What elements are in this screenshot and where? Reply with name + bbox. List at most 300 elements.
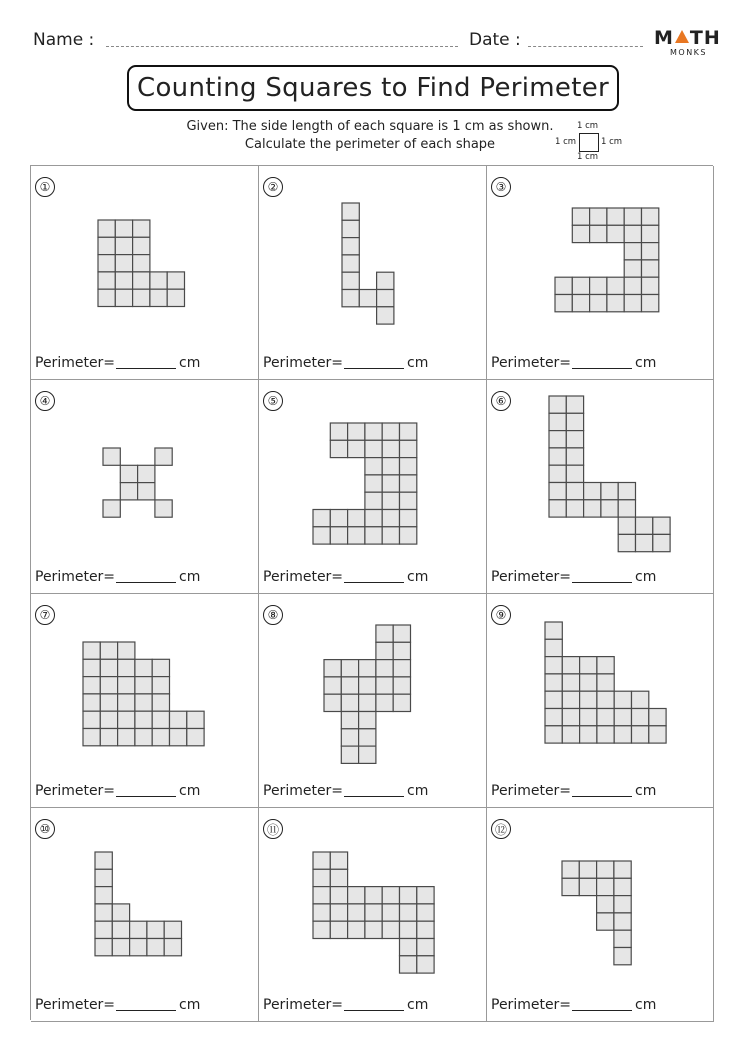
perimeter-answer — [263, 783, 428, 799]
unit-square — [590, 295, 607, 312]
perimeter-label: Perimeter= — [491, 569, 572, 585]
unit-square — [83, 711, 100, 728]
unit-square — [118, 694, 135, 711]
unit-square — [359, 746, 376, 763]
unit-square — [382, 510, 399, 527]
unit-square — [365, 458, 382, 475]
unit-square — [653, 534, 670, 551]
perimeter-label: Perimeter= — [35, 783, 116, 799]
unit-cm: cm — [407, 997, 429, 1013]
unit-square — [572, 225, 589, 242]
unit-square — [365, 440, 382, 457]
unit-square — [579, 878, 596, 895]
perimeter-answer — [35, 355, 200, 371]
unit-square — [642, 243, 659, 260]
unit-square — [135, 711, 152, 728]
unit-square — [545, 622, 562, 639]
date-label: Date : — [469, 30, 521, 50]
unit-square — [342, 290, 359, 307]
problems-grid — [30, 165, 713, 1020]
unit-square — [138, 465, 155, 482]
unit-square — [313, 527, 330, 544]
unit-square — [376, 642, 393, 659]
unit-square — [572, 277, 589, 294]
unit-square — [133, 272, 150, 289]
unit-square — [624, 277, 641, 294]
worksheet-title — [127, 65, 619, 111]
problem-number: ③ — [491, 177, 511, 197]
unit-square — [580, 657, 597, 674]
unit-square — [365, 510, 382, 527]
problem-cell — [259, 380, 487, 594]
perimeter-label: Perimeter= — [263, 569, 344, 585]
unit-square — [417, 904, 434, 921]
unit-square — [376, 625, 393, 642]
problem-number: ② — [263, 177, 283, 197]
unit-square — [618, 517, 635, 534]
unit-square — [103, 448, 120, 465]
unit-square — [330, 423, 347, 440]
perimeter-answer — [491, 355, 656, 371]
unit-square — [597, 878, 614, 895]
unit-square — [400, 440, 417, 457]
unit-square — [393, 694, 410, 711]
name-label: Name : — [33, 30, 95, 50]
answer-blank[interactable] — [344, 997, 404, 1011]
unit-square — [642, 225, 659, 242]
unit-square — [597, 709, 614, 726]
problem-cell — [31, 380, 259, 594]
unit-square — [642, 260, 659, 277]
shape-4 — [31, 380, 258, 565]
unit-square — [359, 660, 376, 677]
unit-square — [365, 492, 382, 509]
answer-blank[interactable] — [344, 783, 404, 797]
unit-square — [138, 483, 155, 500]
answer-blank[interactable] — [116, 997, 176, 1011]
unit-square — [614, 878, 631, 895]
problem-cell — [259, 594, 487, 808]
unit-square — [624, 208, 641, 225]
perimeter-label: Perimeter= — [263, 783, 344, 799]
unit-square — [400, 527, 417, 544]
unit-square — [83, 694, 100, 711]
unit-square — [580, 726, 597, 743]
problem-number: ⑤ — [263, 391, 283, 411]
unit-square — [624, 225, 641, 242]
unit-square — [549, 500, 566, 517]
unit-square — [150, 289, 167, 306]
unit-square — [562, 726, 579, 743]
unit-square — [601, 483, 618, 500]
unit-square — [562, 657, 579, 674]
unit-square — [597, 691, 614, 708]
unit-square — [95, 921, 112, 938]
unit-square — [324, 660, 341, 677]
brand-logo — [654, 28, 721, 57]
unit-square — [133, 289, 150, 306]
unit-square — [359, 712, 376, 729]
unit-square — [376, 660, 393, 677]
unit-square — [400, 904, 417, 921]
perimeter-answer — [263, 997, 428, 1013]
unit-square — [152, 677, 169, 694]
unit-square — [135, 677, 152, 694]
shape-2 — [259, 166, 486, 351]
unit-square — [624, 243, 641, 260]
unit-square — [187, 729, 204, 746]
unit-cm: cm — [635, 783, 657, 799]
problem-cell — [259, 808, 487, 1022]
unit-square — [562, 878, 579, 895]
unit-square — [170, 711, 187, 728]
unit-cm: cm — [635, 355, 657, 371]
unit-square — [400, 956, 417, 973]
unit-square — [393, 660, 410, 677]
unit-square — [376, 677, 393, 694]
unit-square — [348, 527, 365, 544]
shape-10 — [31, 808, 258, 993]
problem-cell — [31, 808, 259, 1022]
unit-square — [330, 869, 347, 886]
unit-square — [607, 295, 624, 312]
unit-square — [342, 238, 359, 255]
perimeter-label: Perimeter= — [263, 997, 344, 1013]
problem-cell — [487, 594, 714, 808]
unit-square — [393, 677, 410, 694]
unit-square — [572, 208, 589, 225]
unit-square — [95, 887, 112, 904]
unit-square — [100, 711, 117, 728]
shape-12 — [487, 808, 714, 993]
unit-square — [95, 939, 112, 956]
unit-square — [365, 904, 382, 921]
unit-square — [642, 277, 659, 294]
perimeter-label: Perimeter= — [35, 569, 116, 585]
unit-square — [187, 711, 204, 728]
unit-cm: cm — [179, 355, 201, 371]
brand-subtitle: MONKS — [670, 48, 708, 57]
unit-square — [98, 289, 115, 306]
unit-square — [133, 237, 150, 254]
perimeter-answer — [35, 569, 200, 585]
unit-square — [313, 887, 330, 904]
unit-square — [555, 295, 572, 312]
unit-square — [341, 729, 358, 746]
unit-square — [115, 237, 132, 254]
unit-square — [152, 711, 169, 728]
problem-number: ⑧ — [263, 605, 283, 625]
unit-square — [607, 277, 624, 294]
unit-square — [377, 272, 394, 289]
unit-square — [566, 448, 583, 465]
shape-6 — [487, 380, 714, 565]
unit-square — [98, 220, 115, 237]
unit-square — [130, 921, 147, 938]
unit-square — [115, 255, 132, 272]
unit-cm: cm — [407, 569, 429, 585]
unit-square — [348, 423, 365, 440]
unit-square — [115, 220, 132, 237]
answer-blank[interactable] — [572, 783, 632, 797]
unit-square — [400, 423, 417, 440]
unit-square — [601, 500, 618, 517]
unit-square — [417, 939, 434, 956]
perimeter-answer — [491, 783, 656, 799]
perimeter-answer — [491, 569, 656, 585]
unit-cm: cm — [179, 569, 201, 585]
unit-square — [590, 277, 607, 294]
unit-square — [566, 431, 583, 448]
unit-square — [614, 709, 631, 726]
unit-label-bottom: 1 cm — [577, 152, 599, 162]
unit-label-left: 1 cm — [555, 137, 577, 147]
unit-square — [313, 869, 330, 886]
unit-square — [115, 289, 132, 306]
unit-square — [330, 440, 347, 457]
unit-square — [562, 691, 579, 708]
unit-square — [393, 625, 410, 642]
unit-square — [417, 887, 434, 904]
answer-blank[interactable] — [572, 997, 632, 1011]
unit-square — [330, 904, 347, 921]
unit-square — [348, 887, 365, 904]
unit-square — [382, 423, 399, 440]
unit-square — [118, 642, 135, 659]
unit-square — [566, 396, 583, 413]
unit-square — [607, 208, 624, 225]
unit-square — [167, 289, 184, 306]
shape-11 — [259, 808, 486, 993]
unit-square — [636, 534, 653, 551]
unit-square — [614, 913, 631, 930]
shape-7 — [31, 594, 258, 779]
unit-square — [100, 729, 117, 746]
answer-blank[interactable] — [116, 783, 176, 797]
shape-9 — [487, 594, 714, 779]
unit-label-top: 1 cm — [577, 121, 599, 131]
unit-square — [377, 290, 394, 307]
unit-square — [376, 694, 393, 711]
unit-square — [549, 483, 566, 500]
unit-square — [341, 660, 358, 677]
unit-square — [597, 896, 614, 913]
answer-blank[interactable] — [116, 355, 176, 369]
unit-square — [365, 423, 382, 440]
unit-square — [98, 255, 115, 272]
unit-square — [382, 458, 399, 475]
unit-square — [584, 500, 601, 517]
unit-square — [649, 709, 666, 726]
problem-cell — [31, 594, 259, 808]
unit-square — [382, 475, 399, 492]
unit-square — [549, 465, 566, 482]
perimeter-label: Perimeter= — [491, 783, 572, 799]
answer-blank[interactable] — [344, 355, 404, 369]
unit-square — [167, 272, 184, 289]
unit-square — [618, 500, 635, 517]
unit-cm: cm — [407, 355, 429, 371]
unit-square — [566, 483, 583, 500]
unit-square — [135, 729, 152, 746]
unit-square — [147, 939, 164, 956]
unit-square — [133, 255, 150, 272]
unit-square — [572, 295, 589, 312]
problem-number: ① — [35, 177, 55, 197]
unit-square — [100, 659, 117, 676]
unit-square — [348, 440, 365, 457]
unit-square — [653, 517, 670, 534]
unit-square — [580, 709, 597, 726]
unit-square — [359, 290, 376, 307]
unit-square — [120, 483, 137, 500]
unit-square — [549, 448, 566, 465]
unit-square — [115, 272, 132, 289]
unit-square — [597, 726, 614, 743]
problem-number: ⑪ — [263, 819, 283, 839]
name-line[interactable] — [106, 46, 458, 47]
unit-square — [365, 887, 382, 904]
unit-square — [614, 948, 631, 965]
perimeter-answer — [263, 355, 428, 371]
unit-square — [342, 255, 359, 272]
unit-square — [313, 921, 330, 938]
unit-square — [614, 726, 631, 743]
unit-square — [400, 475, 417, 492]
unit-square — [584, 483, 601, 500]
unit-square — [118, 711, 135, 728]
unit-square — [545, 709, 562, 726]
problem-number: ⑫ — [491, 819, 511, 839]
unit-square — [545, 639, 562, 656]
unit-cm: cm — [407, 783, 429, 799]
unit-square — [330, 852, 347, 869]
unit-square — [590, 208, 607, 225]
unit-square — [164, 921, 181, 938]
unit-square — [365, 921, 382, 938]
unit-square — [100, 677, 117, 694]
unit-square — [100, 694, 117, 711]
unit-square — [112, 904, 129, 921]
unit-square — [112, 921, 129, 938]
problem-cell — [487, 380, 714, 594]
unit-square — [562, 861, 579, 878]
unit-square — [341, 677, 358, 694]
unit-square — [348, 904, 365, 921]
unit-square — [120, 465, 137, 482]
shape-8 — [259, 594, 486, 779]
unit-square — [590, 225, 607, 242]
problem-cell — [487, 808, 714, 1022]
problem-cell — [487, 166, 714, 380]
unit-square — [614, 691, 631, 708]
unit-square — [549, 396, 566, 413]
unit-square — [313, 904, 330, 921]
problem-number: ⑦ — [35, 605, 55, 625]
answer-blank[interactable] — [572, 569, 632, 583]
unit-square — [118, 659, 135, 676]
shape-5 — [259, 380, 486, 565]
unit-square — [382, 492, 399, 509]
unit-square — [130, 939, 147, 956]
unit-square — [632, 709, 649, 726]
unit-square — [164, 939, 181, 956]
unit-square — [83, 677, 100, 694]
unit-square — [152, 659, 169, 676]
brand-letters-th: TH — [689, 27, 721, 49]
unit-square — [400, 921, 417, 938]
perimeter-answer — [491, 997, 656, 1013]
date-line[interactable] — [528, 46, 643, 47]
problem-cell — [31, 166, 259, 380]
unit-square — [135, 694, 152, 711]
unit-square — [83, 729, 100, 746]
unit-square — [112, 939, 129, 956]
unit-square — [400, 458, 417, 475]
answer-blank[interactable] — [572, 355, 632, 369]
unit-square — [597, 861, 614, 878]
unit-square — [365, 527, 382, 544]
unit-square — [417, 956, 434, 973]
unit-square — [618, 534, 635, 551]
unit-square — [597, 657, 614, 674]
unit-square — [382, 527, 399, 544]
unit-cm: cm — [635, 569, 657, 585]
unit-square — [83, 642, 100, 659]
unit-square — [342, 220, 359, 237]
unit-square — [100, 642, 117, 659]
unit-square — [579, 861, 596, 878]
title-text: Counting Squares to Find Perimeter — [137, 73, 609, 103]
answer-blank[interactable] — [344, 569, 404, 583]
unit-square — [562, 674, 579, 691]
unit-square — [103, 500, 120, 517]
unit-square — [607, 225, 624, 242]
unit-square — [95, 869, 112, 886]
unit-square — [382, 887, 399, 904]
unit-square-icon — [579, 133, 599, 152]
unit-square — [98, 237, 115, 254]
unit-square — [342, 272, 359, 289]
unit-square — [400, 939, 417, 956]
answer-blank[interactable] — [116, 569, 176, 583]
unit-square — [330, 527, 347, 544]
unit-square — [133, 220, 150, 237]
unit-square — [152, 729, 169, 746]
unit-square — [95, 904, 112, 921]
unit-square — [566, 413, 583, 430]
unit-square — [545, 674, 562, 691]
unit-square — [118, 729, 135, 746]
unit-square — [170, 729, 187, 746]
unit-square — [597, 674, 614, 691]
unit-square — [341, 746, 358, 763]
unit-square — [147, 921, 164, 938]
unit-square — [348, 921, 365, 938]
shape-1 — [31, 166, 258, 351]
instruction-line-2: Calculate the perimeter of each shape — [244, 137, 496, 152]
unit-square — [624, 260, 641, 277]
unit-square — [359, 729, 376, 746]
unit-square — [330, 887, 347, 904]
unit-square — [155, 448, 172, 465]
perimeter-label: Perimeter= — [491, 355, 572, 371]
unit-square — [135, 659, 152, 676]
unit-square — [614, 896, 631, 913]
unit-square — [597, 913, 614, 930]
unit-square — [566, 500, 583, 517]
triangle-a-icon — [675, 30, 689, 43]
